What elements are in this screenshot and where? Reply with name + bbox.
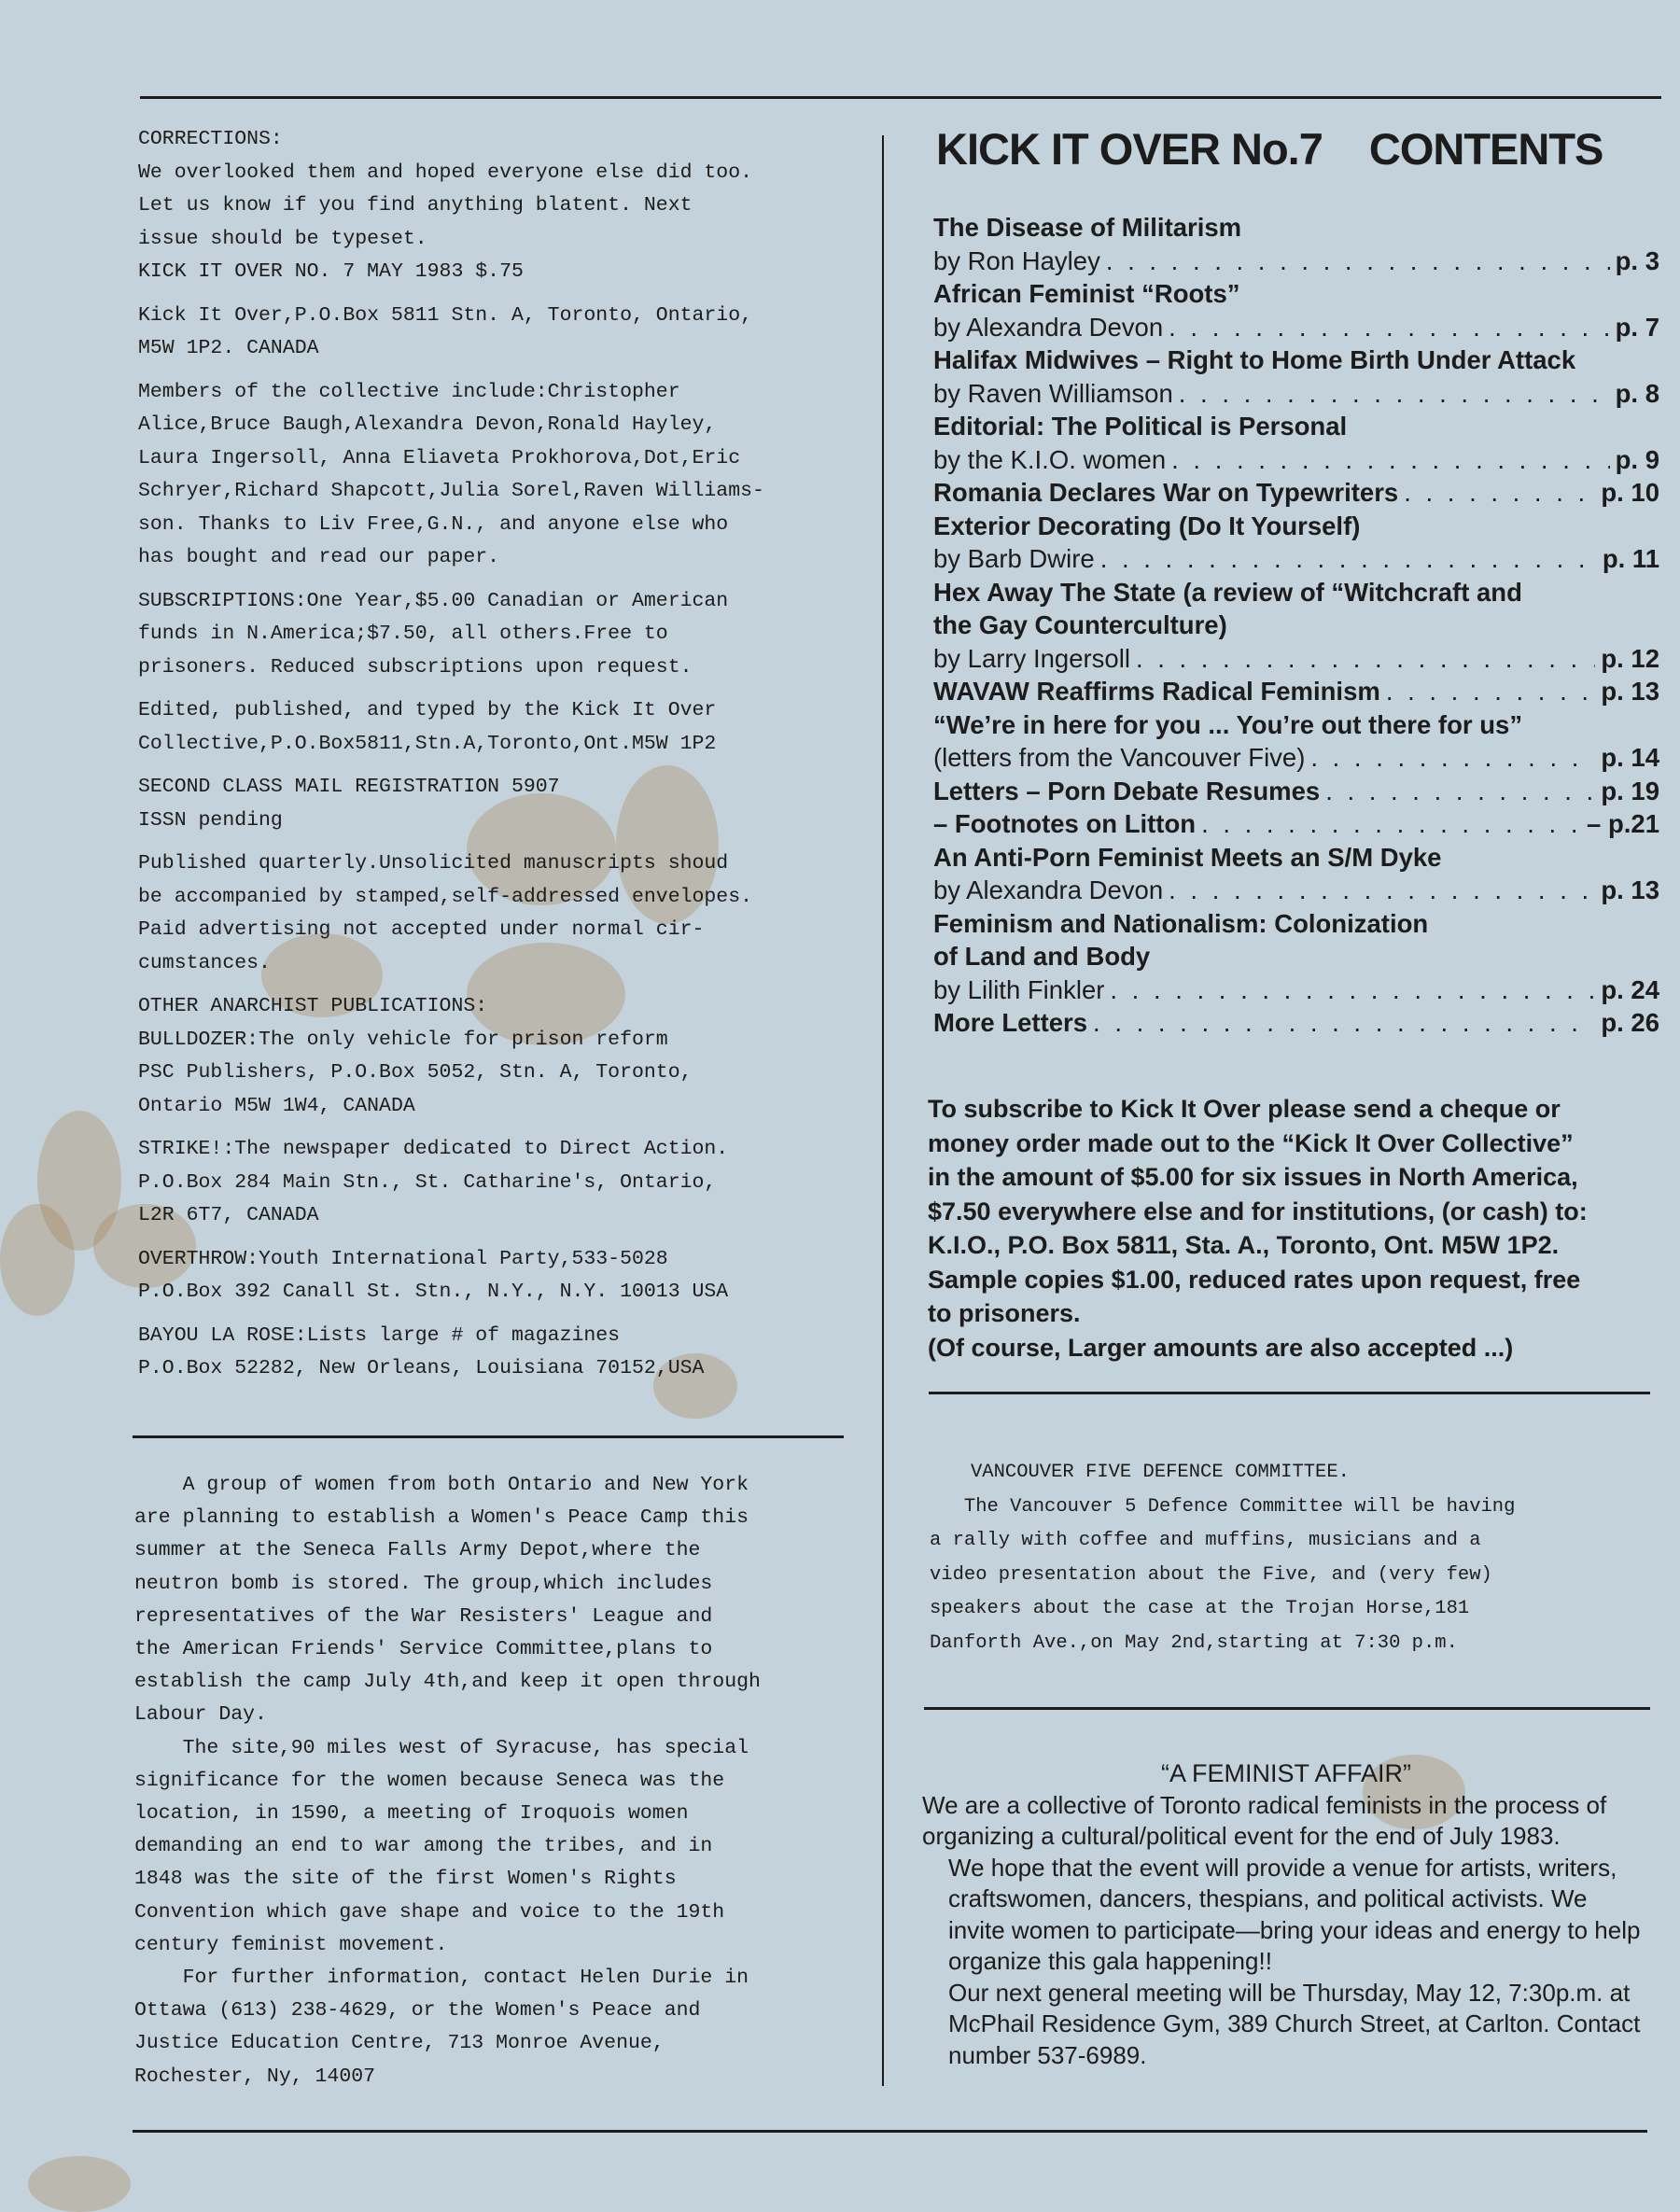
feminist-affair-paragraph: Our next general meeting will be Thursday, May 12, 7:30p.m. at McPhail Residence Gym, 389 Church Street, at Carlton. Contact number 537-6989. xyxy=(948,1978,1641,2069)
corrections-line: Let us know if you find anything blatent. Next xyxy=(138,194,693,217)
feminist-affair-title: “A FEMINIST AFFAIR” xyxy=(1160,1759,1412,1787)
toc-entry-title: Halifax Midwives – Right to Home Birth Under Attack xyxy=(933,345,1576,374)
toc-entry xyxy=(933,708,1659,775)
edited-block xyxy=(138,694,829,761)
toc-leader-dots xyxy=(1201,807,1581,841)
vancouver-five-line: speakers about the case at the Trojan Horse,181 xyxy=(930,1598,1470,1619)
right-rule-2 xyxy=(924,1707,1650,1710)
toc-leader-dots xyxy=(1179,377,1610,411)
toc-entry-row xyxy=(933,476,1659,510)
edited-line: Edited, published, and typed by the Kick It Over xyxy=(138,699,717,721)
article-line: significance for the women because Seneca was the xyxy=(134,1769,725,1792)
toc-entry-title: An Anti-Porn Feminist Meets an S/M Dyke xyxy=(933,842,1442,872)
right-rule-1 xyxy=(929,1392,1650,1394)
subscribe-notice xyxy=(928,1092,1656,1365)
registration-line: ISSN pending xyxy=(138,808,283,832)
toc-entry xyxy=(933,775,1659,808)
toc-entry-byline: by Larry Ingersoll xyxy=(933,643,1130,673)
collective-line: Schryer,Richard Shapcott,Julia Sorel,Raven Williams- xyxy=(138,480,764,502)
toc-entry xyxy=(933,410,1659,476)
collective-line: Alice,Bruce Baugh,Alexandra Devon,Ronald Hayley, xyxy=(138,413,717,436)
published-line: be accompanied by stamped,self-addressed envelopes. xyxy=(138,885,753,908)
publication-item xyxy=(138,1243,829,1309)
publications-block xyxy=(138,990,829,1123)
corrections-line: We overlooked them and hoped everyone else did too. xyxy=(138,161,753,184)
article-line: demanding an end to war among the tribes, and in xyxy=(134,1835,713,1858)
toc-leader-dots xyxy=(1171,443,1609,477)
subscribe-line: (Of course, Larger amounts are also accepted ...) xyxy=(928,1333,1514,1362)
toc-leader-dots xyxy=(1110,973,1595,1007)
toc-entry-row xyxy=(933,542,1659,576)
feminist-affair-paragraph: We are a collective of Toronto radical feminists in the process of organizing a cultural/political event for the end of July 1983. xyxy=(922,1790,1607,1850)
vancouver-five-line: The Vancouver 5 Defence Committee will be having xyxy=(930,1495,1516,1518)
toc-page-number: p. 7 xyxy=(1615,312,1659,342)
address-line: Kick It Over,P.O.Box 5811 Stn. A, Toronto, Ontario, xyxy=(138,303,753,327)
toc-entry-byline: by Raven Williamson xyxy=(933,378,1173,408)
toc-page-number: – p.21 xyxy=(1587,809,1659,838)
subscribe-line: K.I.O., P.O. Box 5811, Sta. A., Toronto, Ont. M5W 1P2. xyxy=(928,1231,1560,1259)
subscribe-line: in the amount of $5.00 for six issues in North America, xyxy=(928,1163,1578,1191)
toc-page-number: p. 19 xyxy=(1601,776,1659,805)
published-line: Paid advertising not accepted under normal cir- xyxy=(138,918,705,941)
collective-line: son. Thanks to Liv Free,G.N., and anyone else who xyxy=(138,512,729,536)
toc-entry xyxy=(933,841,1659,907)
edited-line: Collective,P.O.Box5811,Stn.A,Toronto,Ont.M5W 1P2 xyxy=(138,732,717,755)
toc-entry xyxy=(933,343,1659,410)
toc-entry xyxy=(933,1006,1659,1040)
toc-entry xyxy=(933,907,1659,1007)
publication-line: L2R 6T7, CANADA xyxy=(138,1204,319,1226)
toc-leader-dots xyxy=(1404,476,1595,510)
toc-entry-title: of Land and Body xyxy=(933,942,1151,971)
toc-leader-dots xyxy=(1136,642,1595,676)
toc-entry xyxy=(933,476,1659,510)
toc-entry-title: Hex Away The State (a review of “Witchcraft and xyxy=(933,577,1522,607)
publication-line: STRIKE!:The newspaper dedicated to Direct Action. xyxy=(138,1138,729,1160)
toc-page-number: p. 13 xyxy=(1601,875,1659,904)
article-line: Convention which gave shape and voice to the 19th xyxy=(134,1900,725,1924)
toc-page-number: p. 9 xyxy=(1615,444,1659,474)
toc-page-number: p. 11 xyxy=(1602,544,1659,573)
registration-block xyxy=(138,771,829,837)
publication-line: BULLDOZER:The only vehicle for prison reform xyxy=(138,1028,668,1051)
toc-entry xyxy=(933,807,1659,841)
toc-page-number: p. 3 xyxy=(1615,245,1659,275)
publication-line: Ontario M5W 1W4, CANADA xyxy=(138,1094,415,1117)
publications-heading: OTHER ANARCHIST PUBLICATIONS: xyxy=(138,995,488,1017)
subscriptions-block xyxy=(138,585,829,685)
article-line: The site,90 miles west of Syracuse, has special xyxy=(134,1736,749,1759)
registration-line: SECOND CLASS MAIL REGISTRATION 5907 xyxy=(138,776,560,798)
address-line: M5W 1P2. CANADA xyxy=(138,337,319,359)
toc-entry-title: the Gay Counterculture) xyxy=(933,610,1227,639)
toc-leader-dots xyxy=(1310,741,1595,775)
article-line: For further information, contact Helen Durie in xyxy=(134,1967,749,1990)
toc-leader-dots xyxy=(1100,542,1597,576)
toc-leader-dots xyxy=(1169,311,1609,344)
toc-page-number: p. 10 xyxy=(1601,478,1659,507)
toc-entry-row xyxy=(933,874,1659,907)
subscriptions-line: funds in N.America;$7.50, all others.Free to xyxy=(138,623,668,645)
feminist-affair-notice xyxy=(922,1758,1650,2071)
table-of-contents xyxy=(933,211,1659,1040)
toc-entry xyxy=(933,576,1659,676)
article-line: century feminist movement. xyxy=(134,1933,448,1956)
vancouver-five-line: a rally with coffee and muffins, musicians and a xyxy=(930,1530,1481,1551)
toc-entry-title: Exterior Decorating (Do It Yourself) xyxy=(933,511,1361,540)
column-divider xyxy=(882,135,884,2086)
toc-entry-row xyxy=(933,642,1659,676)
toc-entry-row xyxy=(933,377,1659,411)
toc-entry-row xyxy=(933,245,1659,278)
subscriptions-line: prisoners. Reduced subscriptions upon request. xyxy=(138,655,693,679)
toc-entry-row xyxy=(933,311,1659,344)
toc-entry-title: Romania Declares War on Typewriters xyxy=(933,478,1399,507)
publication-line: P.O.Box 392 Canall St. Stn., N.Y., N.Y. 10013 USA xyxy=(138,1281,729,1303)
toc-leader-dots xyxy=(1093,1006,1595,1040)
article-line: establish the camp July 4th,and keep it open through xyxy=(134,1671,761,1694)
toc-entry-title: More Letters xyxy=(933,1008,1088,1037)
article-line: summer at the Seneca Falls Army Depot,where the xyxy=(134,1539,701,1562)
subscribe-line: to prisoners. xyxy=(928,1299,1081,1327)
article-line: Justice Education Centre, 713 Monroe Avenue, xyxy=(134,2032,665,2055)
vancouver-five-line: video presentation about the Five, and (very few) xyxy=(930,1563,1492,1586)
toc-page-number: p. 13 xyxy=(1601,677,1659,706)
collective-line: Laura Ingersoll, Anna Eliaveta Prokhorova,Dot,Eric xyxy=(138,446,741,469)
feminist-affair-paragraph: We hope that the event will provide a venue for artists, writers, craftswomen, dancers, thespians, and political activists. We invite women to participate—bring your ideas and energy to help organize this gala happening!! xyxy=(948,1853,1641,1975)
paper-stain xyxy=(28,2156,131,2212)
publication-item xyxy=(138,1320,829,1386)
toc-leader-dots xyxy=(1325,775,1595,808)
subscribe-line: money order made out to the “Kick It Over Collective” xyxy=(928,1128,1574,1157)
toc-entry-byline: by Alexandra Devon xyxy=(933,312,1164,342)
toc-entry-row xyxy=(933,807,1659,841)
toc-page-number: p. 8 xyxy=(1615,378,1659,408)
toc-leader-dots xyxy=(1106,245,1610,278)
publication-line: OVERTHROW:Youth International Party,533-5028 xyxy=(138,1247,668,1270)
toc-entry-title: WAVAW Reaffirms Radical Feminism xyxy=(933,677,1380,706)
article-line: the American Friends' Service Committee,plans to xyxy=(134,1638,713,1661)
toc-entry xyxy=(933,510,1659,576)
corrections-line: issue should be typeset. xyxy=(138,227,427,250)
toc-entry-title: African Feminist “Roots” xyxy=(933,279,1240,308)
article-line: Ottawa (613) 238-4629, or the Women's Peace and xyxy=(134,1999,701,2023)
toc-entry-title: “We’re in here for you ... You’re out there for us” xyxy=(933,709,1523,739)
subscriptions-line: SUBSCRIPTIONS:One Year,$5.00 Canadian or American xyxy=(138,589,729,612)
toc-leader-dots xyxy=(1386,675,1596,708)
toc-entry-byline: (letters from the Vancouver Five) xyxy=(933,743,1306,772)
article-line: representatives of the War Resisters' League and xyxy=(134,1604,713,1628)
toc-entry-byline: by Alexandra Devon xyxy=(933,875,1164,904)
toc-entry-row xyxy=(933,775,1659,808)
left-section-rule xyxy=(133,1435,844,1438)
corrections-heading: CORRECTIONS: xyxy=(138,128,283,150)
article-line: Labour Day. xyxy=(134,1703,267,1727)
collective-line: has bought and read our paper. xyxy=(138,546,500,568)
collective-line: Members of the collective include:Christopher xyxy=(138,380,680,403)
toc-entry-row xyxy=(933,973,1659,1007)
toc-page-number: p. 12 xyxy=(1601,643,1659,673)
article-line: neutron bomb is stored. The group,which includes xyxy=(134,1572,713,1595)
toc-entry-row xyxy=(933,675,1659,708)
contents-heading xyxy=(936,123,1603,175)
contents-heading-issue: KICK IT OVER No.7 xyxy=(936,124,1323,174)
address-block xyxy=(138,300,829,366)
toc-entry-byline: by Lilith Finkler xyxy=(933,974,1105,1004)
article-line: location, in 1590, a meeting of Iroquois women xyxy=(134,1802,689,1826)
bottom-rule xyxy=(133,2130,1647,2133)
vancouver-five-line: Danforth Ave.,on May 2nd,starting at 7:30 p.m. xyxy=(930,1631,1458,1654)
issue-line: KICK IT OVER NO. 7 MAY 1983 $.75 xyxy=(138,260,524,283)
article-line: are planning to establish a Women's Peace Camp this xyxy=(134,1506,749,1530)
masthead-column xyxy=(138,123,829,1396)
toc-entry xyxy=(933,675,1659,708)
toc-leader-dots xyxy=(1169,874,1595,907)
publication-line: P.O.Box 52282, New Orleans, Louisiana 70152,USA xyxy=(138,1357,705,1379)
publication-line: PSC Publishers, P.O.Box 5052, Stn. A, Toronto, xyxy=(138,1061,693,1084)
publication-line: BAYOU LA ROSE:Lists large # of magazines xyxy=(138,1323,621,1347)
toc-entry-byline: by the K.I.O. women xyxy=(933,444,1167,474)
toc-entry-row xyxy=(933,741,1659,775)
collective-block xyxy=(138,376,829,575)
toc-entry-title: Letters – Porn Debate Resumes xyxy=(933,776,1321,805)
peace-camp-article xyxy=(134,1469,825,2093)
contents-heading-label: CONTENTS xyxy=(1368,124,1603,174)
toc-entry-row xyxy=(933,1006,1659,1040)
toc-entry-title: – Footnotes on Litton xyxy=(933,809,1197,838)
subscribe-line: To subscribe to Kick It Over please send a cheque or xyxy=(928,1095,1561,1123)
publication-line: P.O.Box 284 Main Stn., St. Catharine's, Ontario, xyxy=(138,1170,717,1194)
toc-entry-byline: by Ron Hayley xyxy=(933,245,1100,275)
toc-entry xyxy=(933,277,1659,343)
toc-entry-title: Editorial: The Political is Personal xyxy=(933,412,1348,441)
published-block xyxy=(138,847,829,980)
toc-entry xyxy=(933,211,1659,277)
corrections-block xyxy=(138,123,829,289)
toc-page-number: p. 24 xyxy=(1601,974,1659,1004)
paper-stain xyxy=(37,1111,121,1251)
toc-entry-row xyxy=(933,443,1659,477)
publication-item xyxy=(138,1133,829,1233)
vancouver-five-notice xyxy=(930,1456,1639,1660)
paper-stain xyxy=(0,1204,75,1316)
article-line: A group of women from both Ontario and New York xyxy=(134,1474,749,1496)
toc-entry-byline: by Barb Dwire xyxy=(933,544,1095,573)
toc-entry-title: The Disease of Militarism xyxy=(933,213,1242,242)
vancouver-five-heading: VANCOUVER FIVE DEFENCE COMMITTEE. xyxy=(971,1462,1350,1483)
article-line: 1848 was the site of the first Women's Rights xyxy=(134,1868,677,1891)
toc-page-number: p. 26 xyxy=(1601,1008,1659,1037)
article-line: Rochester, Ny, 14007 xyxy=(134,2065,376,2088)
published-line: cumstances. xyxy=(138,951,271,974)
published-line: Published quarterly.Unsolicited manuscripts shoud xyxy=(138,852,729,875)
toc-page-number: p. 14 xyxy=(1601,743,1659,772)
subscribe-line: $7.50 everywhere else and for institutions, (or cash) to: xyxy=(928,1197,1588,1225)
top-rule xyxy=(140,96,1661,99)
subscribe-line: Sample copies $1.00, reduced rates upon request, free xyxy=(928,1265,1581,1294)
toc-entry-title: Feminism and Nationalism: Colonization xyxy=(933,908,1429,938)
